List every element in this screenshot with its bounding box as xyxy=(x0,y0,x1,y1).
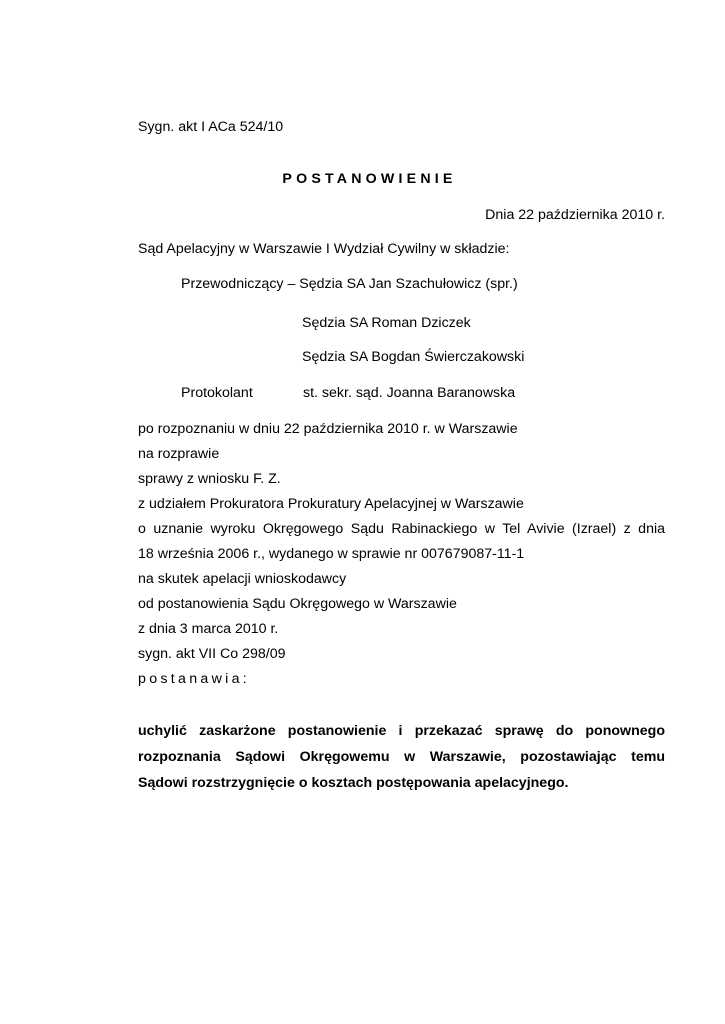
body-line: z udziałem Prokuratora Prokuratury Apelacyjnej w Warszawie xyxy=(138,496,524,512)
document-date: Dnia 22 października 2010 r. xyxy=(485,207,665,223)
body-line: sygn. akt VII Co 298/09 xyxy=(138,646,286,662)
judge-member: Sędzia SA Bogdan Świerczakowski xyxy=(302,349,525,365)
ruling-line: rozpoznania Sądowi Okręgowemu w Warszawie, pozostawiając temu xyxy=(138,749,665,765)
clerk-name: st. sekr. sąd. Joanna Baranowska xyxy=(303,385,516,401)
body-line: na skutek apelacji wnioskodawcy xyxy=(138,571,347,587)
document-title: POSTANOWIENIE xyxy=(282,171,457,187)
presiding-judge: Przewodniczący – Sędzia SA Jan Szachułowicz (spr.) xyxy=(181,276,518,292)
body-line: od postanowienia Sądu Okręgowego w Warszawie xyxy=(138,596,457,612)
body-line: sprawy z wniosku F. Z. xyxy=(138,471,281,487)
judge-member: Sędzia SA Roman Dziczek xyxy=(302,315,471,331)
body-line: na rozprawie xyxy=(138,446,220,462)
ruling-line: uchylić zaskarżone postanowienie i przekazać sprawę do ponownego xyxy=(138,723,665,739)
clerk-label: Protokolant xyxy=(181,385,253,401)
case-signature: Sygn. akt I ACa 524/10 xyxy=(138,119,284,135)
body-line: o uznanie wyroku Okręgowego Sądu Rabinackiego w Tel Avivie (Izrael) z dnia xyxy=(138,521,665,537)
body-line: 18 września 2006 r., wydanego w sprawie nr 007679087-11-1 xyxy=(138,546,525,562)
body-line: z dnia 3 marca 2010 r. xyxy=(138,621,279,637)
court-composition: Sąd Apelacyjny w Warszawie I Wydział Cywilny w składzie: xyxy=(138,241,510,257)
body-line: po rozpoznaniu w dniu 22 października 2010 r. w Warszawie xyxy=(138,421,518,437)
ruling-line: Sądowi rozstrzygnięcie o kosztach postępowania apelacyjnego. xyxy=(138,775,569,791)
decision-keyword: postanawia: xyxy=(138,671,251,687)
